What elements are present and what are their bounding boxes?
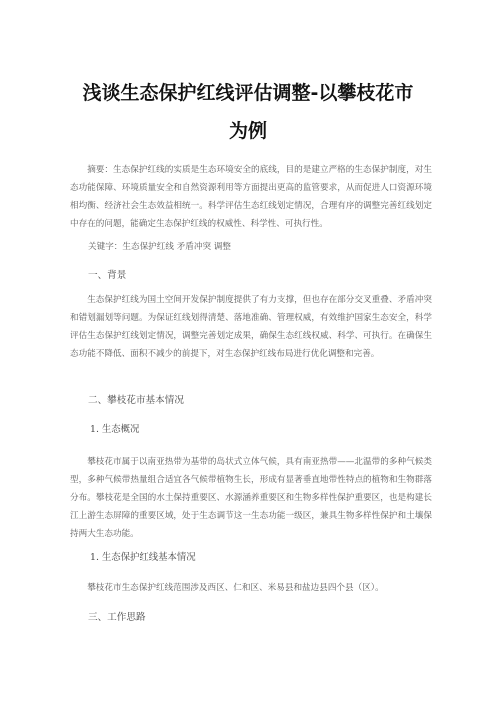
abstract-paragraph: 摘要：生态保护红线的实质是生态环境安全的底线，目的是建立严格的生态保护制度，对生态功能保障、环境质量安全和自然资源利用等方面提出更高的监管要求，从而促进人口资源环境相均衡、经济社会生态效益相统一。科学评估生态红线划定情况，合理有序的调整完善红线划定中存在的问题，能确定生态保护红线的权威性、科学性、可执行性。 — [70, 165, 432, 229]
background-paragraph: 生态保护红线为国土空间开发保护制度提供了有力支撑，但也存在部分交叉重叠、矛盾冲突和错划漏划等问题。为保证红线划得清楚、落地准确、管理权威，有效维护国家生态安全，科学评估生态保护红线划定情况，调整完善划定成果，确保生态红线权威、科学、可执行。在确保生态功能不降低、面积不减少的前提下，对生态保护红线布局进行优化调整和完善。 — [70, 295, 432, 359]
subsection-heading-redline-status: 1. 生态保护红线基本情况 — [90, 552, 196, 563]
section-heading-work-approach: 三、工作思路 — [88, 612, 146, 623]
document-title-line-2: 为例 — [228, 120, 267, 142]
keywords-line: 关键字：生态保护红线 矛盾冲突 调整 — [88, 242, 231, 252]
redline-status-paragraph: 攀枝花市生态保护红线范围涉及西区、仁和区、米易县和盐边县四个县（区）。 — [87, 583, 384, 593]
ecology-paragraph: 攀枝花市属于以南亚热带为基带的岛状式立体气候，具有南亚热带——北温带的多种气候类型，多种气候带热量组合适宜各气候带植物生长，形成有显著垂直地带性特点的植物和生物群落分布。攀枝花是全国的水土保持重要区、水源涵养重要区和生物多样性保护重要区，也是构建长江上游生态屏障的重要区域，处于生态调节这一生态功能一级区，兼具生物多样性保护和土壤保持两大生态功能。 — [70, 457, 432, 539]
document-title-line-1: 浅谈生态保护红线评估调整-以攀枝花市 — [82, 82, 414, 104]
subsection-heading-ecology: 1. 生态概况 — [90, 424, 140, 435]
section-heading-city-overview: 二、攀枝花市基本情况 — [88, 395, 184, 406]
section-heading-background: 一、背景 — [88, 270, 127, 281]
